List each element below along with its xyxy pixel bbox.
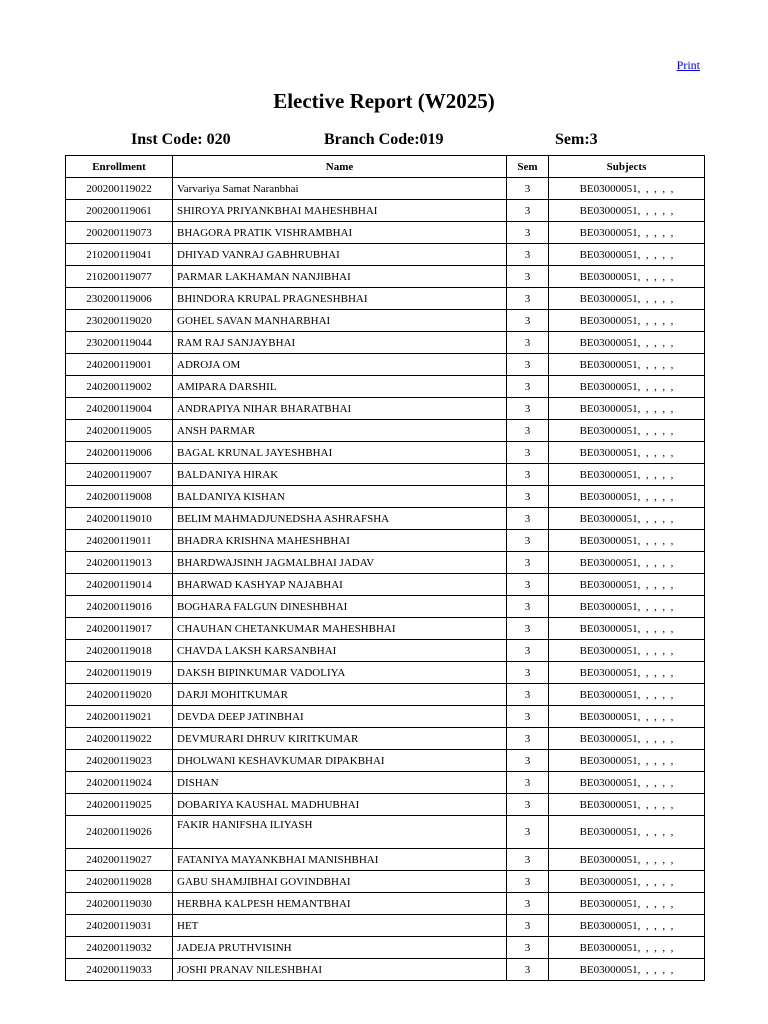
report-title: Elective Report (W2025) <box>273 89 495 113</box>
enrollment-cell: 240200119032 <box>66 937 173 959</box>
enrollment-cell: 240200119019 <box>66 662 173 684</box>
sem-cell: 3 <box>507 464 549 486</box>
subjects-cell: BE03000051, , , , , <box>549 552 705 574</box>
enrollment-cell: 240200119005 <box>66 420 173 442</box>
name-cell: Varvariya Samat Naranbhai <box>173 178 507 200</box>
sem-cell: 3 <box>507 596 549 618</box>
column-header-subjects: Subjects <box>549 156 705 178</box>
subjects-cell: BE03000051, , , , , <box>549 915 705 937</box>
sem-cell: 3 <box>507 574 549 596</box>
subjects-cell: BE03000051, , , , , <box>549 816 705 849</box>
enrollment-cell: 240200119007 <box>66 464 173 486</box>
table-row <box>66 332 705 354</box>
enrollment-cell: 240200119022 <box>66 728 173 750</box>
enrollment-cell: 240200119016 <box>66 596 173 618</box>
sem-cell: 3 <box>507 662 549 684</box>
name-cell: DEVDA DEEP JATINBHAI <box>173 706 507 728</box>
table-row <box>66 310 705 332</box>
enrollment-cell: 240200119025 <box>66 794 173 816</box>
table-row <box>66 178 705 200</box>
table-row <box>66 662 705 684</box>
sem-cell: 3 <box>507 266 549 288</box>
subjects-cell: BE03000051, , , , , <box>549 871 705 893</box>
name-cell: AMIPARA DARSHIL <box>173 376 507 398</box>
sem-cell: 3 <box>507 750 549 772</box>
enrollment-cell: 240200119030 <box>66 893 173 915</box>
table-row <box>66 772 705 794</box>
table-row <box>66 244 705 266</box>
subjects-cell: BE03000051, , , , , <box>549 959 705 981</box>
table-row <box>66 200 705 222</box>
name-cell: ANSH PARMAR <box>173 420 507 442</box>
table-row <box>66 849 705 871</box>
sem-cell: 3 <box>507 915 549 937</box>
name-cell: PARMAR LAKHAMAN NANJIBHAI <box>173 266 507 288</box>
name-cell: DAKSH BIPINKUMAR VADOLIYA <box>173 662 507 684</box>
sem-cell: 3 <box>507 706 549 728</box>
sem-cell: 3 <box>507 959 549 981</box>
enrollment-cell: 240200119006 <box>66 442 173 464</box>
enrollment-cell: 210200119041 <box>66 244 173 266</box>
name-cell: BHARWAD KASHYAP NAJABHAI <box>173 574 507 596</box>
subjects-cell: BE03000051, , , , , <box>549 376 705 398</box>
name-cell: JADEJA PRUTHVISINH <box>173 937 507 959</box>
enrollment-cell: 200200119073 <box>66 222 173 244</box>
sem-cell: 3 <box>507 618 549 640</box>
enrollment-cell: 240200119017 <box>66 618 173 640</box>
table-row <box>66 486 705 508</box>
subjects-cell: BE03000051, , , , , <box>549 332 705 354</box>
sem-cell: 3 <box>507 772 549 794</box>
name-cell: BHARDWAJSINH JAGMALBHAI JADAV <box>173 552 507 574</box>
enrollment-cell: 200200119061 <box>66 200 173 222</box>
enrollment-cell: 200200119022 <box>66 178 173 200</box>
sem-cell: 3 <box>507 398 549 420</box>
enrollment-cell: 240200119026 <box>66 816 173 849</box>
name-cell: BELIM MAHMADJUNEDSHA ASHRAFSHA <box>173 508 507 530</box>
subjects-cell: BE03000051, , , , , <box>549 310 705 332</box>
enrollment-cell: 230200119020 <box>66 310 173 332</box>
enrollment-cell: 240200119004 <box>66 398 173 420</box>
table-row <box>66 464 705 486</box>
name-cell: DHOLWANI KESHAVKUMAR DIPAKBHAI <box>173 750 507 772</box>
sem-cell: 3 <box>507 794 549 816</box>
table-row <box>66 915 705 937</box>
subjects-cell: BE03000051, , , , , <box>549 937 705 959</box>
name-cell: DARJI MOHITKUMAR <box>173 684 507 706</box>
table-row <box>66 893 705 915</box>
enrollment-cell: 240200119028 <box>66 871 173 893</box>
name-cell: GABU SHAMJIBHAI GOVINDBHAI <box>173 871 507 893</box>
name-cell: DEVMURARI DHRUV KIRITKUMAR <box>173 728 507 750</box>
subjects-cell: BE03000051, , , , , <box>549 574 705 596</box>
sem-cell: 3 <box>507 871 549 893</box>
table-row <box>66 706 705 728</box>
name-cell: JOSHI PRANAV NILESHBHAI <box>173 959 507 981</box>
subjects-cell: BE03000051, , , , , <box>549 728 705 750</box>
enrollment-cell: 240200119013 <box>66 552 173 574</box>
enrollment-cell: 240200119001 <box>66 354 173 376</box>
table-row <box>66 266 705 288</box>
sem-cell: 3 <box>507 376 549 398</box>
table-row <box>66 640 705 662</box>
enrollment-cell: 240200119018 <box>66 640 173 662</box>
enrollment-cell: 240200119014 <box>66 574 173 596</box>
subjects-cell: BE03000051, , , , , <box>549 398 705 420</box>
column-header-name: Name <box>173 156 507 178</box>
subjects-cell: BE03000051, , , , , <box>549 266 705 288</box>
name-cell: BHADRA KRISHNA MAHESHBHAI <box>173 530 507 552</box>
enrollment-cell: 210200119077 <box>66 266 173 288</box>
table-row <box>66 750 705 772</box>
sem-cell: 3 <box>507 816 549 849</box>
name-cell: DHIYAD VANRAJ GABHRUBHAI <box>173 244 507 266</box>
sem-cell: 3 <box>507 640 549 662</box>
table-row <box>66 816 705 849</box>
table-row <box>66 376 705 398</box>
sem-cell: 3 <box>507 288 549 310</box>
table-row <box>66 959 705 981</box>
table-row <box>66 420 705 442</box>
sem-cell: 3 <box>507 178 549 200</box>
name-cell: HET <box>173 915 507 937</box>
sem-cell: 3 <box>507 893 549 915</box>
sem-cell: 3 <box>507 530 549 552</box>
sem-cell: 3 <box>507 200 549 222</box>
name-cell: BALDANIYA KISHAN <box>173 486 507 508</box>
subjects-cell: BE03000051, , , , , <box>549 772 705 794</box>
branch-code: Branch Code:019 <box>324 131 444 148</box>
enrollment-cell: 240200119023 <box>66 750 173 772</box>
subjects-cell: BE03000051, , , , , <box>549 640 705 662</box>
print-link[interactable]: Print <box>676 58 700 72</box>
table-row <box>66 871 705 893</box>
table-row <box>66 574 705 596</box>
sem-cell: 3 <box>507 552 549 574</box>
enrollment-cell: 240200119002 <box>66 376 173 398</box>
table-body <box>66 178 705 981</box>
enrollment-cell: 240200119020 <box>66 684 173 706</box>
name-cell: GOHEL SAVAN MANHARBHAI <box>173 310 507 332</box>
table-row <box>66 530 705 552</box>
table-header-row <box>66 156 705 178</box>
table-row <box>66 618 705 640</box>
enrollment-cell: 240200119008 <box>66 486 173 508</box>
enrollment-cell: 240200119033 <box>66 959 173 981</box>
name-cell: RAM RAJ SANJAYBHAI <box>173 332 507 354</box>
name-cell: BAGAL KRUNAL JAYESHBHAI <box>173 442 507 464</box>
subjects-cell: BE03000051, , , , , <box>549 354 705 376</box>
table-row <box>66 354 705 376</box>
column-header-sem: Sem <box>507 156 549 178</box>
sem-cell: 3 <box>507 222 549 244</box>
sem-cell: 3 <box>507 244 549 266</box>
name-cell: BHAGORA PRATIK VISHRAMBHAI <box>173 222 507 244</box>
table-row <box>66 398 705 420</box>
name-cell: FATANIYA MAYANKBHAI MANISHBHAI <box>173 849 507 871</box>
sem-cell: 3 <box>507 354 549 376</box>
subjects-cell: BE03000051, , , , , <box>549 662 705 684</box>
name-cell: BHINDORA KRUPAL PRAGNESHBHAI <box>173 288 507 310</box>
enrollment-cell: 230200119006 <box>66 288 173 310</box>
subjects-cell: BE03000051, , , , , <box>549 200 705 222</box>
report-meta <box>0 131 768 151</box>
semester-label: Sem:3 <box>555 131 598 148</box>
subjects-cell: BE03000051, , , , , <box>549 508 705 530</box>
sem-cell: 3 <box>507 420 549 442</box>
elective-report-table <box>65 155 705 981</box>
name-cell: BOGHARA FALGUN DINESHBHAI <box>173 596 507 618</box>
table-row <box>66 728 705 750</box>
name-cell: CHAVDA LAKSH KARSANBHAI <box>173 640 507 662</box>
enrollment-cell: 240200119011 <box>66 530 173 552</box>
subjects-cell: BE03000051, , , , , <box>549 530 705 552</box>
sem-cell: 3 <box>507 937 549 959</box>
table-row <box>66 596 705 618</box>
subjects-cell: BE03000051, , , , , <box>549 706 705 728</box>
name-cell: HERBHA KALPESH HEMANTBHAI <box>173 893 507 915</box>
subjects-cell: BE03000051, , , , , <box>549 222 705 244</box>
name-cell: DOBARIYA KAUSHAL MADHUBHAI <box>173 794 507 816</box>
subjects-cell: BE03000051, , , , , <box>549 794 705 816</box>
table-row <box>66 684 705 706</box>
sem-cell: 3 <box>507 684 549 706</box>
name-cell: FAKIR HANIFSHA ILIYASH <box>173 816 507 849</box>
subjects-cell: BE03000051, , , , , <box>549 618 705 640</box>
subjects-cell: BE03000051, , , , , <box>549 684 705 706</box>
name-cell: ADROJA OM <box>173 354 507 376</box>
subjects-cell: BE03000051, , , , , <box>549 893 705 915</box>
sem-cell: 3 <box>507 332 549 354</box>
subjects-cell: BE03000051, , , , , <box>549 420 705 442</box>
enrollment-cell: 240200119024 <box>66 772 173 794</box>
table-row <box>66 937 705 959</box>
subjects-cell: BE03000051, , , , , <box>549 244 705 266</box>
subjects-cell: BE03000051, , , , , <box>549 442 705 464</box>
enrollment-cell: 240200119027 <box>66 849 173 871</box>
table-row <box>66 794 705 816</box>
enrollment-cell: 240200119031 <box>66 915 173 937</box>
sem-cell: 3 <box>507 728 549 750</box>
subjects-cell: BE03000051, , , , , <box>549 849 705 871</box>
sem-cell: 3 <box>507 486 549 508</box>
subjects-cell: BE03000051, , , , , <box>549 596 705 618</box>
subjects-cell: BE03000051, , , , , <box>549 486 705 508</box>
enrollment-cell: 240200119010 <box>66 508 173 530</box>
name-cell: ANDRAPIYA NIHAR BHARATBHAI <box>173 398 507 420</box>
subjects-cell: BE03000051, , , , , <box>549 464 705 486</box>
name-cell: DISHAN <box>173 772 507 794</box>
table-row <box>66 442 705 464</box>
inst-code: Inst Code: 020 <box>131 131 231 148</box>
subjects-cell: BE03000051, , , , , <box>549 178 705 200</box>
subjects-cell: BE03000051, , , , , <box>549 288 705 310</box>
table-row <box>66 222 705 244</box>
table-row <box>66 508 705 530</box>
name-cell: SHIROYA PRIYANKBHAI MAHESHBHAI <box>173 200 507 222</box>
enrollment-cell: 230200119044 <box>66 332 173 354</box>
name-cell: BALDANIYA HIRAK <box>173 464 507 486</box>
sem-cell: 3 <box>507 442 549 464</box>
table-row <box>66 552 705 574</box>
sem-cell: 3 <box>507 849 549 871</box>
subjects-cell: BE03000051, , , , , <box>549 750 705 772</box>
sem-cell: 3 <box>507 310 549 332</box>
enrollment-cell: 240200119021 <box>66 706 173 728</box>
column-header-enrollment: Enrollment <box>66 156 173 178</box>
table-row <box>66 288 705 310</box>
sem-cell: 3 <box>507 508 549 530</box>
name-cell: CHAUHAN CHETANKUMAR MAHESHBHAI <box>173 618 507 640</box>
